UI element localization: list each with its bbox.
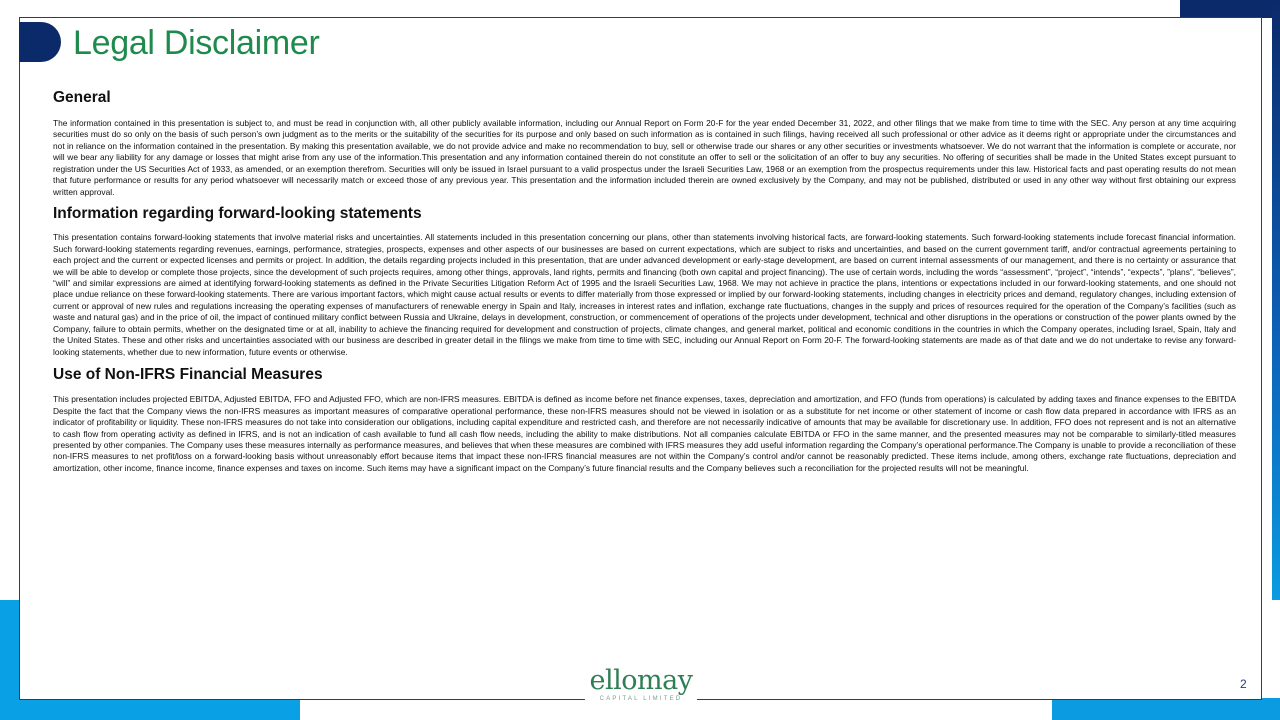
bottom-right-accent xyxy=(1052,698,1280,720)
section-heading: Information regarding forward-looking statements xyxy=(53,205,422,223)
section-heading: Use of Non-IFRS Financial Measures xyxy=(53,366,323,384)
right-edge-accent xyxy=(1272,0,1280,600)
page-title: Legal Disclaimer xyxy=(73,24,320,62)
section-general xyxy=(53,89,1236,198)
section-body: The information contained in this presentation is subject to, and must be read in conjunction with, all other publicly available information, including our Annual Report on Form 20-F for the year ended December 31, 2022, and other filings that we make from time to time with the SEC. Any person at any time acquiring securities must do so only on the basis of such person’s own judgment as to the merits or the suitability of the securities for its purpose and only based on such information as is contained in such filings, having received all such professional or other advice as it deems right or appropriate under the circumstances and not in reliance on the information contained in the presentation. By making this presentation available, we do not provide advice and make no recommendation to buy, sell or otherwise trade our shares or any other securities or investments whatsoever. We do not warrant that the information is complete or accurate, nor will we bear any liability for any damage or losses that might arise from any use of the information.This presentation and any information contained therein do not constitute an offer to sell or the solicitation of an offer to buy any securities. No offering of securities shall be made in the United States except pursuant to registration under the US Securities Act of 1933, as amended, or an exemption therefrom. Securities will only be issued in Israel pursuant to a valid prospectus under the Israeli Securities Law, 1968 or an exemption from the prospectus requirements under this law. Historical facts and past operating results do not mean that future performance or results for any period whatsoever will necessarily match or exceed those of any previous year. This presentation and the information included therein are owned exclusively by the Company, and may not be published, distributed or used in any other way without first obtaining our express written approval. xyxy=(53,118,1236,197)
top-right-accent xyxy=(1180,0,1280,18)
page-number: 2 xyxy=(1240,677,1247,691)
company-logo xyxy=(585,667,697,702)
section-body: This presentation includes projected EBITDA, Adjusted EBITDA, FFO and Adjusted FFO, which are non-IFRS measures. EBITDA is defined as income before net finance expenses, taxes, depreciation and amortization, and FFO (funds from operations) is calculated by adding taxes and finance expenses to the EBITDA Despite the fact that the Company views the non-IFRS measures as important measures of comparative operational performance, these non-IFRS measures should not be viewed in isolation or as a substitute for net income or other statement of income or cash flow data prepared in accordance with IFRS as an indicator of profitability or liquidity. These non-IFRS measures do not take into consideration our obligations, including capital expenditure and restricted cash, and therefore are not necessarily indicative of amounts that may be available for discretionary use. In addition, FFO does not represent and is not an alternative to cash flow from operating activity as defined in IFRS, and is not an indication of cash available to fund all cash flow needs, including the ability to make distributions. Not all companies calculate EBITDA or FFO in the same manner, and the presented measures may not be comparable to similarly-titled measures presented by other companies. The Company uses these measures internally as performance measures, and believes that when these measures are combined with IFRS measures they add useful information regarding the Company’s operational performance.The Company is unable to provide a reconciliation of these non-IFRS measures to net profit/loss on a forward-looking basis without unreasonably effort because items that impact these non-IFRS financial measures are not within the Company’s control and/or cannot be reasonably predicted. These items include, among others, exchange rate fluctuations, depreciation and amortization, other income, finance income, finance expenses and taxes on income. Such items may have a significant impact on the Company’s future financial results and the Company believes such a reconciliation for the projected results will not be meaningful. xyxy=(53,394,1236,473)
section-forward-looking xyxy=(53,205,1236,358)
bottom-left-accent xyxy=(0,698,300,720)
section-heading: General xyxy=(53,89,111,106)
section-body: This presentation contains forward-looking statements that involve material risks and uncertainties. All statements included in this presentation concerning our plans, other than statements involving historical facts, are forward-looking statements. Such forward-looking statements include forecast financial information. Such forward-looking statements regarding revenues, earnings, performance, strategies, prospects, expenses and other aspects of our businesses are based on current expectations, which are subject to risks and uncertainties, and based on the current government tariff, and/or contractual agreements pertaining to each project and the current or expected licenses and permits or project. In addition, the details regarding projects included in this presentation, that are under advanced development or early-stage development, are based on current internal assessments of our management, and there is no certainty or assurance that we will be able to develop or complete those projects, since the development of such projects requires, among other things, approvals, land rights, permits and financing (both own capital and project financing). The use of certain words, including the words “assessment”, “project”, “intends”, “expects”, ”plans”, “believes”, “will” and similar expressions are aimed at identifying forward-looking statements as defined in the Private Securities Litigation Reform Act of 1995 and the Israeli Securities Law, 1968. We may not achieve in practice the plans, intentions or expectations included in our forward-looking statements, and one should not place undue reliance on these forward-looking statements. There are various important factors, which might cause actual results or events to differ materially from those expressed or implied by our forward-looking statements, including changes in electricity prices and demand, regulatory changes, including extension of current or approval of new rules and regulations increasing the operating expenses of manufacturers of renewable energy in Spain and Italy, increases in interest rates and inflation, exchange rate fluctuations, changes in the supply and prices of resources required for the operation of the Company’s facilities (such as waste and natural gas) and in the price of oil, the impact of continued military conflict between Russia and Ukraine, delays in development, construction, or commencement of operations of the projects under development, technical and other disruptions in the operations or construction of the power plants owned by the Company, failure to obtain permits, whether on the designated time or at all, inability to achieve the financing required for development and construction of projects, climate changes, and general market, political and economic conditions in the countries in which the Company operates, including Israel, Spain, Italy and the United States. These and other risks and uncertainties associated with our business are described in greater detail in the filings we make from time to time with SEC, including our Annual Report on Form 20-F. The forward-looking statements are made as of that date and we do not undertake to revise any forward-looking statements, whether due to new information, future events or otherwise. xyxy=(53,232,1236,357)
disclaimer-content xyxy=(53,89,1236,481)
title-tab-marker xyxy=(19,22,61,62)
logo-wordmark: ellomay xyxy=(589,665,693,696)
section-non-ifrs xyxy=(53,366,1236,474)
logo-tagline: CAPITAL LIMITED xyxy=(599,696,683,702)
